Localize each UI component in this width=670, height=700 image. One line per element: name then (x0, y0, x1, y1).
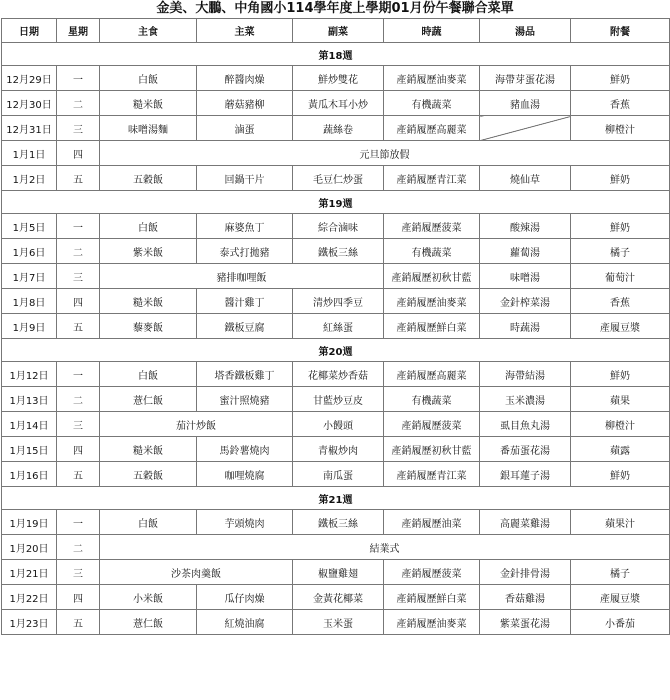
cell-soup: 虱目魚丸湯 (480, 412, 571, 437)
week-label: 第20週 (2, 339, 670, 362)
header-vegetable: 時蔬 (384, 19, 480, 43)
cell-soup: 海帶芽蛋花湯 (480, 66, 571, 91)
cell-side-dish: 鮮炒雙花 (293, 66, 384, 91)
cell-vegetable: 產銷履歷菠菜 (384, 560, 480, 585)
cell-weekday: 三 (57, 412, 100, 437)
cell-extra: 柳橙汁 (571, 116, 670, 141)
cell-vegetable: 產銷履歷初秋甘藍 (384, 264, 480, 289)
menu-table (1, 18, 670, 635)
cell-extra: 鮮奶 (571, 462, 670, 487)
cell-vegetable: 有機蔬菜 (384, 91, 480, 116)
header-extra: 附餐 (571, 19, 670, 43)
menu-title: 金美、大鵬、中角國小114學年度上學期01月份午餐聯合菜單 (156, 1, 514, 16)
cell-date: 1月21日 (2, 560, 57, 585)
cell-side-dish: 甘藍炒豆皮 (293, 387, 384, 412)
cell-vegetable: 產銷履歷菠菜 (384, 412, 480, 437)
cell-staple: 糙米飯 (100, 91, 197, 116)
cell-weekday: 五 (57, 314, 100, 339)
table-row (2, 585, 670, 610)
header-side-dish: 副菜 (293, 19, 384, 43)
cell-date: 1月2日 (2, 166, 57, 191)
cell-soup: 高麗菜雞湯 (480, 510, 571, 535)
cell-soup: 蘿蔔湯 (480, 239, 571, 264)
cell-date: 1月8日 (2, 289, 57, 314)
cell-main-dish: 紅燒油腐 (197, 610, 293, 635)
cell-extra: 橘子 (571, 239, 670, 264)
cell-weekday: 一 (57, 66, 100, 91)
cell-soup-empty (480, 116, 571, 141)
cell-extra: 蘋露 (571, 437, 670, 462)
cell-side-dish: 紅絲蛋 (293, 314, 384, 339)
cell-combo-meal: 茄汁炒飯 (100, 412, 293, 437)
cell-holiday: 元旦節放假 (100, 141, 670, 166)
week-row (2, 191, 670, 214)
cell-vegetable: 產銷履歷油菜 (384, 510, 480, 535)
table-row (2, 239, 670, 264)
table-row (2, 412, 670, 437)
cell-side-dish: 花椰菜炒香菇 (293, 362, 384, 387)
week-label: 第18週 (2, 43, 670, 66)
cell-side-dish: 毛豆仁炒蛋 (293, 166, 384, 191)
cell-date: 1月9日 (2, 314, 57, 339)
table-row (2, 510, 670, 535)
cell-staple: 五穀飯 (100, 166, 197, 191)
cell-extra: 柳橙汁 (571, 412, 670, 437)
cell-vegetable: 產銷履歷青江菜 (384, 166, 480, 191)
table-row (2, 437, 670, 462)
cell-date: 1月15日 (2, 437, 57, 462)
cell-date: 12月30日 (2, 91, 57, 116)
cell-soup: 豬血湯 (480, 91, 571, 116)
cell-main-dish: 鐵板豆腐 (197, 314, 293, 339)
cell-soup: 味噌湯 (480, 264, 571, 289)
cell-weekday: 三 (57, 116, 100, 141)
table-row (2, 141, 670, 166)
table-row (2, 264, 670, 289)
cell-extra: 產履豆漿 (571, 585, 670, 610)
header-weekday: 星期 (57, 19, 100, 43)
cell-weekday: 四 (57, 585, 100, 610)
cell-soup: 香菇雞湯 (480, 585, 571, 610)
cell-staple: 藜麥飯 (100, 314, 197, 339)
table-row (2, 314, 670, 339)
table-row (2, 535, 670, 560)
week-row (2, 339, 670, 362)
cell-weekday: 二 (57, 535, 100, 560)
cell-weekday: 五 (57, 610, 100, 635)
week-label: 第21週 (2, 487, 670, 510)
week-row (2, 487, 670, 510)
cell-vegetable: 有機蔬菜 (384, 239, 480, 264)
cell-soup: 紫菜蛋花湯 (480, 610, 571, 635)
cell-vegetable: 產銷履歷油麥菜 (384, 610, 480, 635)
cell-weekday: 一 (57, 214, 100, 239)
table-row (2, 214, 670, 239)
cell-extra: 鮮奶 (571, 166, 670, 191)
table-row (2, 91, 670, 116)
cell-vegetable: 產銷履歷青江菜 (384, 462, 480, 487)
cell-side-dish: 清炒四季豆 (293, 289, 384, 314)
cell-vegetable: 產銷履歷菠菜 (384, 214, 480, 239)
cell-soup: 番茄蛋花湯 (480, 437, 571, 462)
cell-main-dish: 蘑菇豬柳 (197, 91, 293, 116)
cell-combo-meal: 豬排咖哩飯 (100, 264, 384, 289)
cell-extra: 蘋果汁 (571, 510, 670, 535)
cell-staple: 紫米飯 (100, 239, 197, 264)
table-row (2, 166, 670, 191)
cell-vegetable: 產銷履歷油麥菜 (384, 289, 480, 314)
cell-extra: 鮮奶 (571, 362, 670, 387)
cell-side-dish: 金黃花椰菜 (293, 585, 384, 610)
cell-weekday: 二 (57, 239, 100, 264)
cell-date: 1月13日 (2, 387, 57, 412)
cell-staple: 白飯 (100, 214, 197, 239)
cell-soup: 酸辣湯 (480, 214, 571, 239)
cell-main-dish: 醉醬肉燥 (197, 66, 293, 91)
cell-main-dish: 咖哩燒腐 (197, 462, 293, 487)
cell-date: 1月1日 (2, 141, 57, 166)
cell-soup: 海帶結湯 (480, 362, 571, 387)
cell-main-dish: 塔香鐵板雞丁 (197, 362, 293, 387)
table-row (2, 362, 670, 387)
cell-date: 12月29日 (2, 66, 57, 91)
cell-side-dish: 蔬絲卷 (293, 116, 384, 141)
cell-extra: 香蕉 (571, 289, 670, 314)
table-row (2, 610, 670, 635)
cell-vegetable: 產銷履歷鮮白菜 (384, 585, 480, 610)
header-main-dish: 主菜 (197, 19, 293, 43)
cell-staple: 薏仁飯 (100, 387, 197, 412)
cell-weekday: 五 (57, 462, 100, 487)
cell-soup: 燒仙草 (480, 166, 571, 191)
cell-weekday: 二 (57, 91, 100, 116)
cell-date: 1月14日 (2, 412, 57, 437)
cell-vegetable: 產銷履歷初秋甘藍 (384, 437, 480, 462)
cell-soup: 銀耳蓮子湯 (480, 462, 571, 487)
header-date: 日期 (2, 19, 57, 43)
cell-main-dish: 芋頭燒肉 (197, 510, 293, 535)
cell-vegetable: 產銷履歷高麗菜 (384, 362, 480, 387)
cell-vegetable: 產銷履歷高麗菜 (384, 116, 480, 141)
cell-main-dish: 滷蛋 (197, 116, 293, 141)
cell-extra: 葡萄汁 (571, 264, 670, 289)
cell-side-dish: 椒鹽雞翅 (293, 560, 384, 585)
cell-ceremony: 結業式 (100, 535, 670, 560)
cell-staple: 白飯 (100, 362, 197, 387)
cell-vegetable: 產銷履歷鮮白菜 (384, 314, 480, 339)
cell-staple: 糙米飯 (100, 289, 197, 314)
cell-weekday: 四 (57, 141, 100, 166)
cell-main-dish: 瓜仔肉燥 (197, 585, 293, 610)
cell-weekday: 二 (57, 387, 100, 412)
cell-weekday: 一 (57, 362, 100, 387)
cell-side-dish: 黃瓜木耳小炒 (293, 91, 384, 116)
cell-side-dish: 玉米蛋 (293, 610, 384, 635)
cell-date: 12月31日 (2, 116, 57, 141)
cell-date: 1月20日 (2, 535, 57, 560)
cell-staple: 白飯 (100, 66, 197, 91)
cell-staple: 白飯 (100, 510, 197, 535)
cell-combo-meal: 沙茶肉羹飯 (100, 560, 293, 585)
cell-vegetable: 產銷履歷油麥菜 (384, 66, 480, 91)
cell-soup: 金針榨菜湯 (480, 289, 571, 314)
cell-staple: 五穀飯 (100, 462, 197, 487)
cell-date: 1月7日 (2, 264, 57, 289)
cell-extra: 鮮奶 (571, 66, 670, 91)
cell-soup: 玉米濃湯 (480, 387, 571, 412)
cell-staple: 味噌湯麵 (100, 116, 197, 141)
cell-date: 1月22日 (2, 585, 57, 610)
cell-extra: 產履豆漿 (571, 314, 670, 339)
cell-main-dish: 蜜汁照燒豬 (197, 387, 293, 412)
cell-main-dish: 麻婆魚丁 (197, 214, 293, 239)
cell-staple: 糙米飯 (100, 437, 197, 462)
table-row (2, 66, 670, 91)
cell-side-dish: 小饅頭 (293, 412, 384, 437)
week-row (2, 43, 670, 66)
cell-weekday: 四 (57, 289, 100, 314)
cell-soup: 金針排骨湯 (480, 560, 571, 585)
table-row (2, 387, 670, 412)
table-row (2, 289, 670, 314)
cell-main-dish: 回鍋干片 (197, 166, 293, 191)
cell-side-dish: 綜合滷味 (293, 214, 384, 239)
cell-side-dish: 鐵板三絲 (293, 239, 384, 264)
cell-side-dish: 南瓜蛋 (293, 462, 384, 487)
cell-date: 1月23日 (2, 610, 57, 635)
cell-soup: 時蔬湯 (480, 314, 571, 339)
cell-extra: 香蕉 (571, 91, 670, 116)
cell-date: 1月16日 (2, 462, 57, 487)
cell-date: 1月6日 (2, 239, 57, 264)
cell-side-dish: 鐵板三絲 (293, 510, 384, 535)
cell-weekday: 三 (57, 560, 100, 585)
cell-side-dish: 青椒炒肉 (293, 437, 384, 462)
cell-vegetable: 有機蔬菜 (384, 387, 480, 412)
cell-weekday: 三 (57, 264, 100, 289)
cell-staple: 薏仁飯 (100, 610, 197, 635)
table-row (2, 560, 670, 585)
cell-date: 1月19日 (2, 510, 57, 535)
header-soup: 湯品 (480, 19, 571, 43)
cell-date: 1月12日 (2, 362, 57, 387)
cell-weekday: 一 (57, 510, 100, 535)
cell-weekday: 四 (57, 437, 100, 462)
table-row (2, 462, 670, 487)
cell-extra: 鮮奶 (571, 214, 670, 239)
header-row (2, 19, 670, 43)
header-staple: 主食 (100, 19, 197, 43)
cell-staple: 小米飯 (100, 585, 197, 610)
cell-main-dish: 馬鈴薯燒肉 (197, 437, 293, 462)
cell-extra: 橘子 (571, 560, 670, 585)
table-row (2, 116, 670, 141)
cell-main-dish: 醬汁雞丁 (197, 289, 293, 314)
week-label: 第19週 (2, 191, 670, 214)
cell-weekday: 五 (57, 166, 100, 191)
cell-date: 1月5日 (2, 214, 57, 239)
cell-main-dish: 泰式打拋豬 (197, 239, 293, 264)
cell-extra: 蘋果 (571, 387, 670, 412)
cell-extra: 小番茄 (571, 610, 670, 635)
